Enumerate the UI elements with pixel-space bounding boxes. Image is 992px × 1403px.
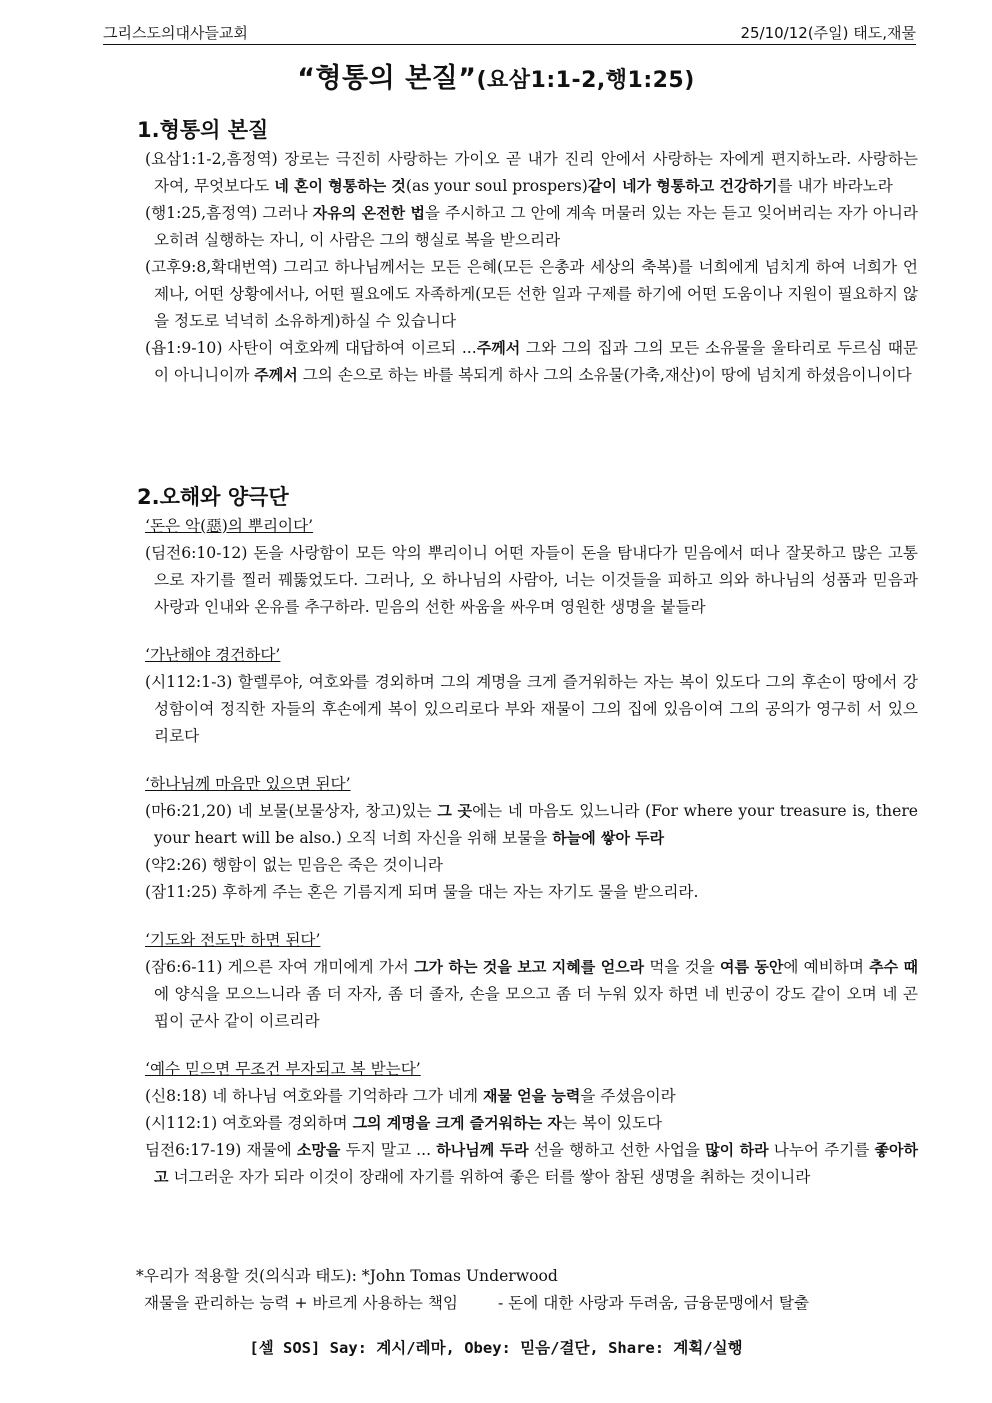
- church-name: 그리스도의대사들교회: [103, 24, 248, 42]
- verse-2cor: (고후9:8,확대번역) 그리고 하나님께서는 모든 은혜(모든 은총과 세상의 축복)를 너희에게 넘치게 하여 너희가 언제나, 어떤 상황에서나, 어떤 필요에도 자족하게(모든 선한 일과 구제를 하기에 어떤 도움이나 지원이 필요하지 않을 정도로 넉넉히 소유하게)하실 수 있습니다: [145, 258, 918, 330]
- verse-psalm-112-1: (시112:1) 여호와를 경외하며 그의 계명을 크게 즐거워하는 자는 복이 있도다: [145, 1114, 663, 1132]
- verse-1tim: (딤전6:10-12) 돈을 사랑함이 모든 악의 뿌리이니 어떤 자들이 돈을 탐내다가 믿음에서 떠나 잘못하고 많은 고통으로 자기를 찔러 꿰뚫었도다. 그러나, 오 하나님의 사람아, 너는 이것들을 피하고 의와 하나님의 성품과 믿음과 사랑과 인내와 온유를 추구하라. 믿음의 선한 싸움을 싸우며 영원한 생명을 붙들라: [145, 544, 918, 616]
- misconception-title: ‘하나님께 마음만 있으면 된다’: [145, 775, 351, 793]
- title-reference: (요삼1:1-2,행1:25): [476, 68, 695, 93]
- section-1-body: [145, 146, 918, 389]
- application-points: 재물을 관리하는 능력 + 바르게 사용하는 책임 - 돈에 대한 사랑과 두려움, 금융문맹에서 탈출: [144, 1294, 810, 1312]
- cell-sos-footer: [셀 SOS] Say: 계시/레마, Obey: 믿음/결단, Share: 계획/실행: [249, 1339, 743, 1357]
- verse-proverbs-6: (잠6:6-11) 게으른 자여 개미에게 가서 그가 하는 것을 보고 지혜를 얻으라 먹을 것을 여름 동안에 예비하며 추수 때에 양식을 모으느니라 좀 더 자자, 좀 더 졸자, 손을 모으고 좀 더 누워 있자 하면 네 빈궁이 강도 같이 오며 네 곤핍이 군사 같이 이르리라: [145, 958, 919, 1030]
- page-header: [103, 20, 916, 45]
- title-main: “형통의 본질”: [297, 63, 477, 94]
- verse-3john: (요삼1:1-2,흠정역) 장로는 극진히 사랑하는 가이오 곧 내가 진리 안에서 사랑하는 자에게 편지하노라. 사랑하는 자여, 무엇보다도 네 혼이 형통하는 것(as your soul prospers)같이 네가 형통하고 건강하기를 내가 바라노라: [145, 150, 918, 195]
- application-section: [136, 1263, 916, 1317]
- section-1-heading: 1.형통의 본질: [137, 118, 269, 142]
- section-2-heading: 2.오해와 양극단: [137, 485, 289, 509]
- misconception-title: ‘가난해야 경건하다’: [145, 646, 281, 664]
- section-2-body: [145, 513, 918, 1191]
- verse-matthew: (마6:21,20) 네 보물(보물상자, 창고)있는 그 곳에는 네 마음도 있느니라 (For where your treasure is, there your heart will be also.) 오직 너희 자신을 위해 보물을 하늘에 쌓아 두라: [145, 802, 919, 847]
- misconception-title: ‘예수 믿으면 무조건 부자되고 복 받는다’: [145, 1060, 421, 1078]
- application-heading: *우리가 적용할 것(의식과 태도): *John Tomas Underwood: [136, 1267, 558, 1285]
- verse-1tim-6-17: 딤전6:17-19) 재물에 소망을 두지 말고 ... 하나님께 두라 선을 행하고 선한 사업을 많이 하라 나누어 주기를 좋아하고 너그러운 자가 되라 이것이 장래에 자기를 위하여 좋은 터를 쌓아 참된 생명을 취하는 것이니라: [145, 1141, 919, 1186]
- misconception-title: ‘기도와 전도만 하면 된다’: [145, 931, 321, 949]
- verse-psalm-112: (시112:1-3) 할렐루야, 여호와를 경외하며 그의 계명을 크게 즐거워하는 자는 복이 있도다 그의 후손이 땅에서 강성함이여 정직한 자들의 후손에게 복이 있으리로다 부와 재물이 그의 집에 있음이여 그의 공의가 영구히 서 있으리로다: [145, 673, 918, 745]
- verse-proverbs-11: (잠11:25) 후하게 주는 혼은 기름지게 되며 물을 대는 자는 자기도 물을 받으리라.: [145, 883, 699, 901]
- verse-deut: (신8:18) 네 하나님 여호와를 기억하라 그가 네게 재물 얻을 능력을 주셨음이라: [145, 1087, 676, 1105]
- misconception-title: ‘돈은 악(惡)의 뿌리이다’: [145, 517, 314, 535]
- verse-acts: (행1:25,흠정역) 그러나 자유의 온전한 법을 주시하고 그 안에 계속 머물러 있는 자는 듣고 잊어버리는 자가 아니라 오히려 실행하는 자니, 이 사람은 그의 행실로 복을 받으리라: [145, 204, 918, 249]
- verse-job: (욥1:9-10) 사탄이 여호와께 대답하여 이르되 ...주께서 그와 그의 집과 그의 모든 소유물을 울타리로 두르심 때문이 아니니이까 주께서 그의 손으로 하는 바를 복되게 하사 그의 소유물(가축,재산)이 땅에 넘치게 하셨음이니이다: [145, 339, 918, 384]
- sermon-title: [0, 56, 992, 95]
- verse-james: (약2:26) 행함이 없는 믿음은 죽은 것이니라: [145, 856, 443, 874]
- sermon-date: 25/10/12(주일) 태도,재물: [740, 24, 916, 42]
